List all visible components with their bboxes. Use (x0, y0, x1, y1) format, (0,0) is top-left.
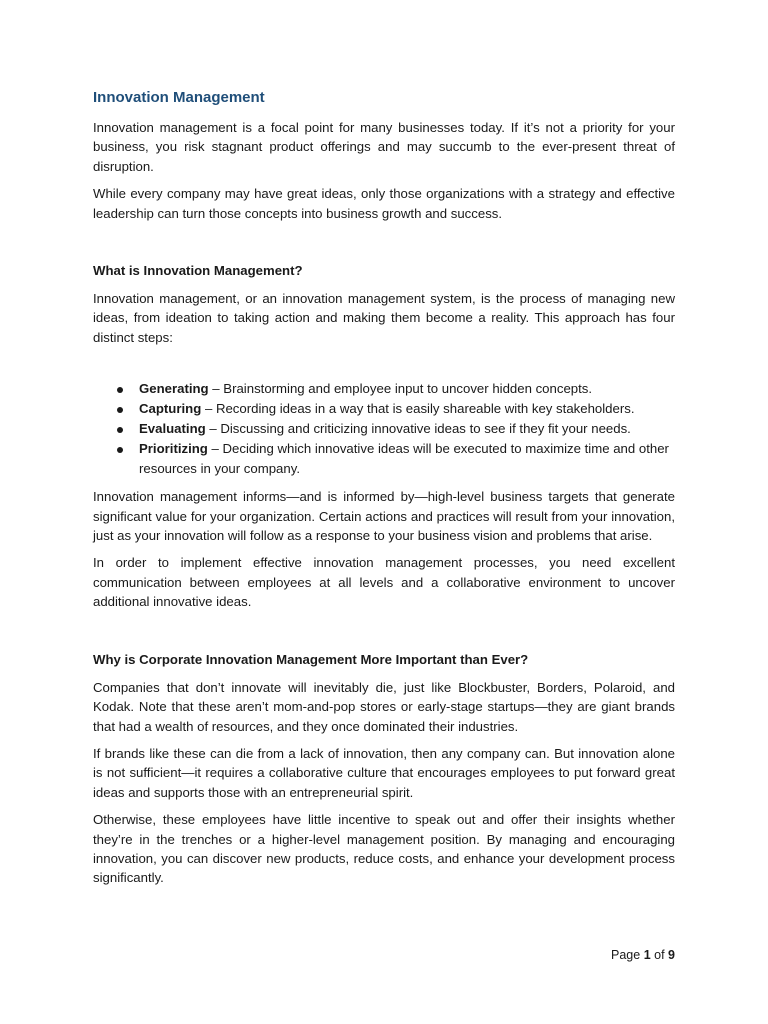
list-item (93, 399, 675, 419)
step-description: – Discussing and criticizing innovative ideas to see if they fit your needs. (205, 421, 631, 437)
page-label: Page (611, 948, 641, 962)
list-item (93, 439, 675, 479)
spacer (93, 231, 675, 261)
step-term: Capturing (139, 401, 202, 417)
section2-paragraph-3: Otherwise, these employees have little incentive to speak out and offer their insights whether they’re in the trenches or a higher-level management position. By managing and encouraging innovation, you can discover new products, reduce costs, and enhance your development process significantly. (93, 812, 675, 886)
section1-followup-paragraph-2: In order to implement effective innovation management processes, you need excellent communication between employees at all levels and a collaborative environment to uncover additional innovative ideas. (93, 555, 675, 610)
step-term: Generating (139, 381, 209, 397)
steps-list (93, 379, 675, 479)
section2-paragraph-1: Companies that don’t innovate will inevitably die, just like Blockbuster, Borders, Polaroid, and Kodak. Note that these aren’t mom-and-pop stores or early-stage startups—they are giant brands that had a wealth of resources, and they once dominated their industries. (93, 679, 675, 734)
of-label: of (654, 948, 665, 962)
section-heading-why-important: Why is Corporate Innovation Management More Important than Ever? (93, 651, 529, 667)
step-description: – Brainstorming and employee input to uncover hidden concepts. (208, 381, 593, 397)
document-body (93, 88, 675, 896)
step-description: – Recording ideas in a way that is easily shareable with key stakeholders. (201, 401, 635, 417)
bullet-icon (117, 427, 123, 433)
current-page-number: 1 (643, 948, 651, 962)
spacer (93, 620, 675, 650)
bullet-icon (117, 387, 123, 393)
section1-followup-paragraph-1: Innovation management informs—and is informed by—high-level business targets that generate significant value for your organization. Certain actions and practices will result from your innovation, just as your innovation will follow as a response to your business vision and problems that arise. (93, 489, 675, 544)
intro-paragraph-2: While every company may have great ideas, only those organizations with a strategy and effective leadership can turn those concepts into business growth and success. (93, 186, 675, 221)
section-heading-what-is: What is Innovation Management? (93, 263, 303, 279)
step-term: Prioritizing (139, 441, 208, 457)
bullet-icon (117, 447, 123, 453)
section2-paragraph-2: If brands like these can die from a lack of innovation, then any company can. But innovation alone is not sufficient—it requires a collaborative culture that encourages employees to put forward great ideas and supports those with an entrepreneurial spirit. (93, 745, 675, 800)
step-description: – Deciding which innovative ideas will be executed to maximize time and other resources in your company. (139, 441, 669, 477)
page-number-footer (611, 946, 675, 964)
document-title: Innovation Management (93, 89, 265, 106)
bullet-icon (117, 407, 123, 413)
total-pages-number: 9 (668, 948, 675, 962)
step-term: Evaluating (139, 421, 206, 437)
list-item (93, 419, 675, 439)
spacer (93, 355, 675, 379)
intro-paragraph-1: Innovation management is a focal point for many businesses today. If it’s not a priority for your business, you risk stagnant product offerings and may succumb to the ever-present threat of disruption. (93, 120, 675, 174)
section1-paragraph: Innovation management, or an innovation management system, is the process of managing new ideas, from ideation to taking action and making them become a reality. This approach has four distinct steps: (93, 291, 675, 345)
list-item (93, 379, 675, 399)
